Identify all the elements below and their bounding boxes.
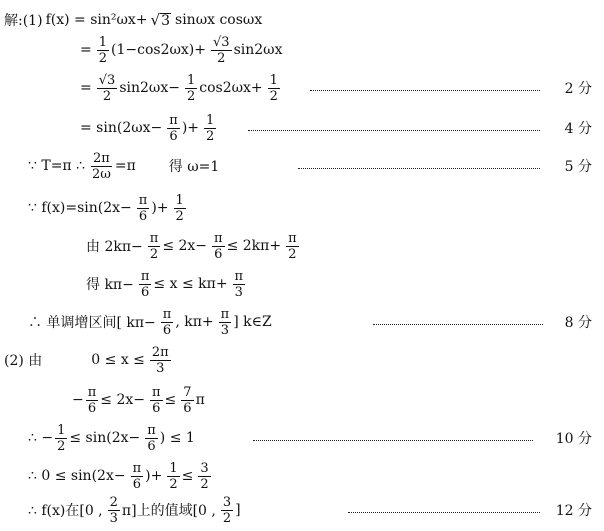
expr: 得 ω=1 <box>168 159 220 175</box>
fraction: $\frac{\pi}{6}$ <box>147 422 156 454</box>
fraction: $\frac{1}{2}$ <box>269 72 278 104</box>
leader-dots <box>373 324 543 325</box>
fraction: $\frac{1}{2}$ <box>186 72 196 104</box>
expr: )+ <box>145 468 163 484</box>
score-label: 4 分 <box>564 121 592 137</box>
expr: ≤ 2x− <box>100 392 145 408</box>
expr: ∵ f(x)=sin(2x− <box>28 200 132 216</box>
equals: = <box>80 80 92 96</box>
line-7 <box>86 226 301 266</box>
fraction: $\frac{2}{3}$ <box>109 494 118 526</box>
expr: ∴ − <box>28 430 54 446</box>
fraction: $\frac{2\pi}{3}$ <box>151 344 169 376</box>
leader-dots <box>310 90 540 91</box>
expr: , kπ+ <box>175 314 214 330</box>
expr: f(x) = sin²ωx+ <box>45 12 148 28</box>
line-2 <box>80 30 285 70</box>
line-11 <box>72 380 208 420</box>
expr: )+ <box>151 200 169 216</box>
expr: 由 2kπ− <box>86 239 143 255</box>
fraction: $\frac{\pi}{6}$ <box>87 384 97 416</box>
leader-dots <box>253 440 533 441</box>
score-label: 10 分 <box>555 431 592 447</box>
line-12 <box>28 418 600 458</box>
expr: 0 ≤ x ≤ <box>91 352 145 368</box>
expr: ≤ sin(2x− <box>69 430 141 446</box>
expr: π]上的值域[0 , <box>121 503 216 519</box>
fraction: $\frac{\pi}{6}$ <box>162 306 172 338</box>
fraction: $\frac{7}{6}$ <box>183 384 192 416</box>
fraction: $\frac{1}{2}$ <box>175 192 184 224</box>
leader-dots <box>298 168 540 169</box>
fraction: $\frac{1}{2}$ <box>98 34 108 66</box>
line-6 <box>28 188 188 228</box>
expr: ≤ 2kπ+ <box>226 238 282 254</box>
expr: ∴ f(x)在[0 , <box>28 503 103 519</box>
fraction: $\frac{\pi}{3}$ <box>220 306 230 338</box>
fraction: $\frac{\pi}{2}$ <box>149 230 159 262</box>
line-10 <box>4 340 173 380</box>
score-label: 8 分 <box>564 315 592 331</box>
expr: 得 kπ− <box>86 277 134 293</box>
score-label: 5 分 <box>564 159 592 175</box>
fraction: $\frac{1}{2}$ <box>169 460 178 492</box>
fraction: $\frac{2\pi}{2\omega}$ <box>91 150 111 182</box>
leader-dots <box>348 512 540 513</box>
expr: cos2ωx+ <box>199 80 263 96</box>
expr-tail: sinωx cosωx <box>175 12 263 28</box>
expr: ] k∈Z <box>233 314 272 330</box>
fraction: $\frac{1}{2}$ <box>57 422 66 454</box>
expr: ] <box>235 502 241 518</box>
expr: ≤ <box>164 392 177 408</box>
line-9 <box>28 302 600 342</box>
fraction: $\frac{\pi}{6}$ <box>140 268 150 300</box>
expr: ∴ 0 ≤ sin(2x− <box>28 468 126 484</box>
fraction: $\frac{\pi}{6}$ <box>169 112 178 144</box>
fraction: $\frac{\pi}{6}$ <box>138 192 148 224</box>
expr: ) ≤ 1 <box>159 430 195 446</box>
line-4 <box>80 108 600 148</box>
expr: = sin(2ωx− <box>80 120 163 136</box>
part-label: (2) 由 <box>4 353 43 369</box>
expr: )+ <box>181 120 200 136</box>
expr: ∴ 单调增区间[ kπ− <box>28 315 156 331</box>
fraction: $\frac{\pi}{6}$ <box>214 230 223 262</box>
expr: (1−cos2ωx)+ <box>111 42 206 58</box>
expr: =π <box>114 158 136 174</box>
fraction: $\frac{√3}{2}$ <box>98 72 116 104</box>
expr: − <box>72 392 84 408</box>
fraction: $\frac{√3}{2}$ <box>212 34 230 66</box>
fraction: $\frac{\pi}{2}$ <box>288 230 297 262</box>
line-8 <box>86 264 247 304</box>
score-label: 12 分 <box>555 503 592 519</box>
expr-tail: sin2ωx <box>233 42 283 58</box>
equals: = <box>80 42 92 58</box>
expr: sin2ωx− <box>119 80 180 96</box>
score-label: 2 分 <box>564 81 592 97</box>
fraction: $\frac{\pi}{6}$ <box>152 384 161 416</box>
fraction: $\frac{\pi}{3}$ <box>234 268 244 300</box>
fraction: $\frac{1}{2}$ <box>206 112 215 144</box>
sqrt: √ 3 <box>150 10 171 29</box>
line-5 <box>28 146 600 186</box>
leader-dots <box>248 130 540 131</box>
line-14 <box>28 490 600 530</box>
fraction: $\frac{3}{2}$ <box>222 494 232 526</box>
line-3 <box>80 68 600 108</box>
expr: π <box>195 392 205 408</box>
expr: ≤ <box>181 468 194 484</box>
expr: ∵ T=π ∴ <box>28 158 85 174</box>
fraction: $\frac{\pi}{6}$ <box>132 460 142 492</box>
expr: ≤ 2x− <box>162 238 208 254</box>
part-label: 解:(1) <box>4 13 43 29</box>
fraction: $\frac{3}{2}$ <box>200 460 209 492</box>
expr: ≤ x ≤ kπ+ <box>153 276 228 292</box>
